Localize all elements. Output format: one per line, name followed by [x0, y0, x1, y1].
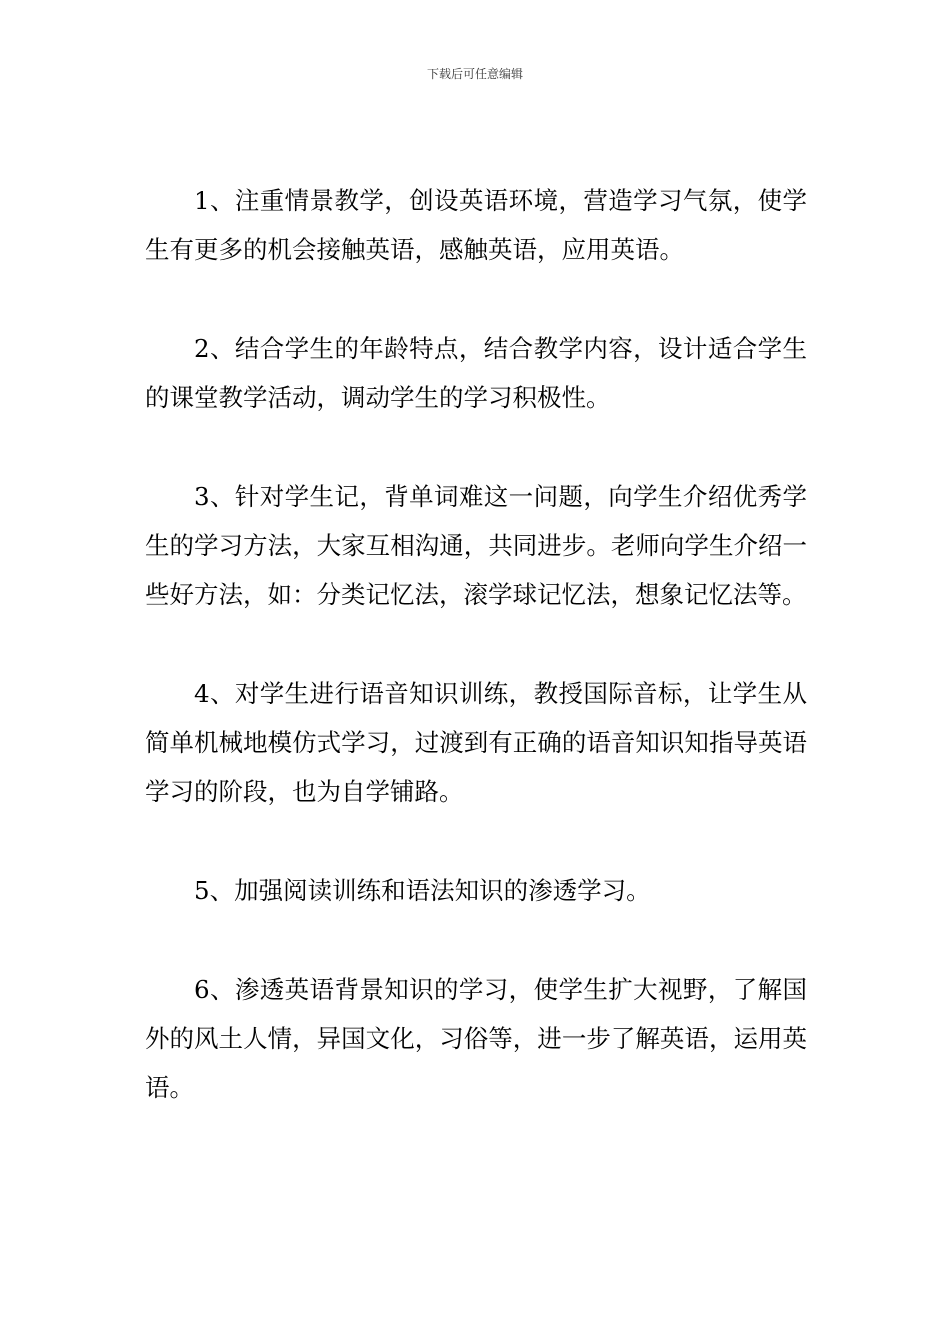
document-body	[145, 176, 807, 1112]
paragraph-6: 6、渗透英语背景知识的学习，使学生扩大视野，了解国外的风土人情，异国文化，习俗等，进一步了解英语，运用英语。	[145, 975, 807, 1102]
paragraph-3: 3、针对学生记，背单词难这一问题，向学生介绍优秀学生的学习方法，大家互相沟通，共同进步。老师向学生介绍一些好方法，如：分类记忆法，滚学球记忆法，想象记忆法等。	[145, 482, 807, 609]
paragraph-4: 4、对学生进行语音知识训练，教授国际音标，让学生从简单机械地模仿式学习，过渡到有正确的语音知识知指导英语学习的阶段，也为自学铺路。	[145, 679, 807, 806]
paragraph-5: 5、加强阅读训练和语法知识的渗透学习。	[194, 876, 651, 905]
paragraph-2: 2、结合学生的年龄特点，结合教学内容，设计适合学生的课堂教学活动，调动学生的学习积极性。	[145, 334, 807, 412]
paragraph-1: 1、注重情景教学，创设英语环境，营造学习气氛，使学生有更多的机会接触英语，感触英语，应用英语。	[145, 186, 807, 264]
page-header: 下载后可任意编辑	[426, 67, 523, 81]
